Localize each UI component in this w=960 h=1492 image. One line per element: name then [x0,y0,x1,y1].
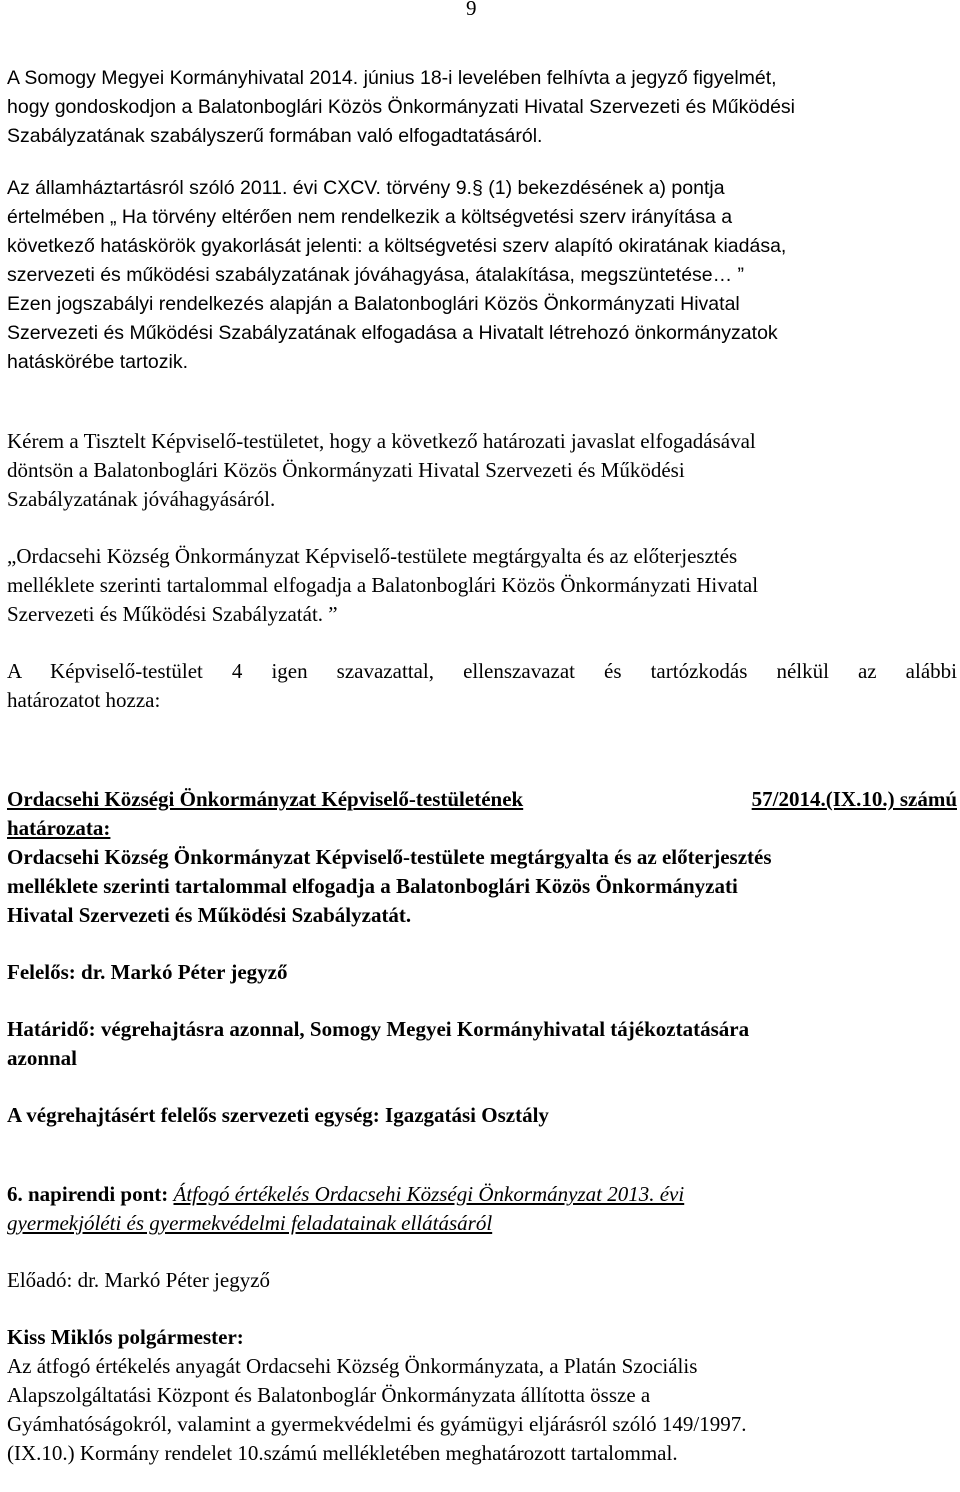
text-line: Kérem a Tisztelt Képviselő-testületet, hogy a következő határozati javaslat elfogadásával [7,429,756,453]
agenda-title-cont: gyermekjóléti és gyermekvédelmi feladatainak ellátásáról [7,1211,493,1235]
agenda-label: 6. napirendi pont: [7,1182,169,1206]
text-line: értelmében „ Ha törvény eltérően nem rendelkezik a költségvetési szerv irányítása a [7,206,733,228]
text-line: azonnal [7,1046,78,1070]
resolution-heading [7,785,957,814]
text-line: melléklete szerinti tartalommal elfogadja a Balatonboglári Közös Önkormányzati Hivatal [7,573,759,597]
text-line: Szervezeti és Működési Szabályzatának elfogadása a Hivatalt létrehozó önkormányzatok [7,322,778,344]
speaker-name: Kiss Miklós polgármester: [7,1325,244,1349]
text-line: A Képviselő-testület 4 igen szavazattal, ellenszavazat és tartózkodás nélkül az alábbi [7,659,957,683]
responsible-person: Felelős: dr. Markó Péter jegyző [7,960,288,984]
agenda-item [7,1180,957,1238]
text-line: következő hatáskörök gyakorlását jelenti: a költségvetési szerv alapító okiratának kiadása, [7,235,787,257]
page-number: 9 [466,0,477,20]
paragraph-request [7,427,957,514]
responsible-unit: A végrehajtásért felelős szervezeti egység: Igazgatási Osztály [7,1103,549,1127]
text-line: hatáskörébe tartozik. [7,351,189,373]
text-line: Ezen jogszabályi rendelkezés alapján a Balatonboglári Közös Önkormányzati Hivatal [7,293,740,315]
paragraph-law [7,174,957,377]
text-line: Hivatal Szervezeti és Működési Szabályzatát. [7,903,412,927]
text-line: Szervezeti és Működési Szabályzatát. ” [7,602,338,626]
text-line: Gyámhatóságokról, valamint a gyermekvédelmi és gyámügyi eljárásról szóló 149/1997. [7,1412,747,1436]
text-line: hogy gondoskodjon a Balatonboglári Közös Önkormányzati Hivatal Szervezeti és Működési [7,96,796,118]
paragraph-vote [7,657,957,715]
resolution-body [7,843,957,930]
resolution-heading-line2: határozata: [7,816,111,840]
resolution-number: 57/2014.(IX.10.) számú [751,787,957,811]
text-line: szervezeti és működési szabályzatának jóváhagyása, átalakítása, megszüntetése… ” [7,264,745,286]
text-line: Szabályzatának szabályszerű formában való elfogadtatásáról. [7,125,543,147]
text-line: A Somogy Megyei Kormányhivatal 2014. június 18-i levelében felhívta a jegyző figyelmét, [7,67,777,89]
text-line: Határidő: végrehajtásra azonnal, Somogy Megyei Kormányhivatal tájékoztatására [7,1017,750,1041]
deadline [7,1015,957,1073]
text-line: Ordacsehi Község Önkormányzat Képviselő-testülete megtárgyalta és az előterjesztés [7,845,772,869]
text-line: Az átfogó értékelés anyagát Ordacsehi Község Önkormányzata, a Platán Szociális [7,1354,698,1378]
text-line: Alapszolgáltatási Központ és Balatonboglár Önkormányzata állította össze a [7,1383,651,1407]
paragraph-proposal [7,542,957,629]
resolution-heading-left: Ordacsehi Községi Önkormányzat Képviselő-testületének [7,787,524,811]
text-line: Szabályzatának jóváhagyásáról. [7,487,276,511]
document-body [7,64,957,1468]
text-line: melléklete szerinti tartalommal elfogadja a Balatonboglári Közös Önkormányzati [7,874,738,898]
text-line: Az államháztartásról szóló 2011. évi CXCV. törvény 9.§ (1) bekezdésének a) pontja [7,177,725,199]
presenter: Előadó: dr. Markó Péter jegyző [7,1268,271,1292]
agenda-title: Átfogó értékelés Ordacsehi Községi Önkormányzat 2013. évi [173,1182,685,1206]
text-line: (IX.10.) Kormány rendelet 10.számú mellékletében meghatározott tartalommal. [7,1441,678,1465]
paragraph-intro [7,64,957,151]
text-line: „Ordacsehi Község Önkormányzat Képviselő-testülete megtárgyalta és az előterjesztés [7,544,738,568]
text-line: döntsön a Balatonboglári Közös Önkormányzati Hivatal Szervezeti és Működési [7,458,685,482]
text-line: határozatot hozza: [7,688,161,712]
speaker-text [7,1352,957,1468]
